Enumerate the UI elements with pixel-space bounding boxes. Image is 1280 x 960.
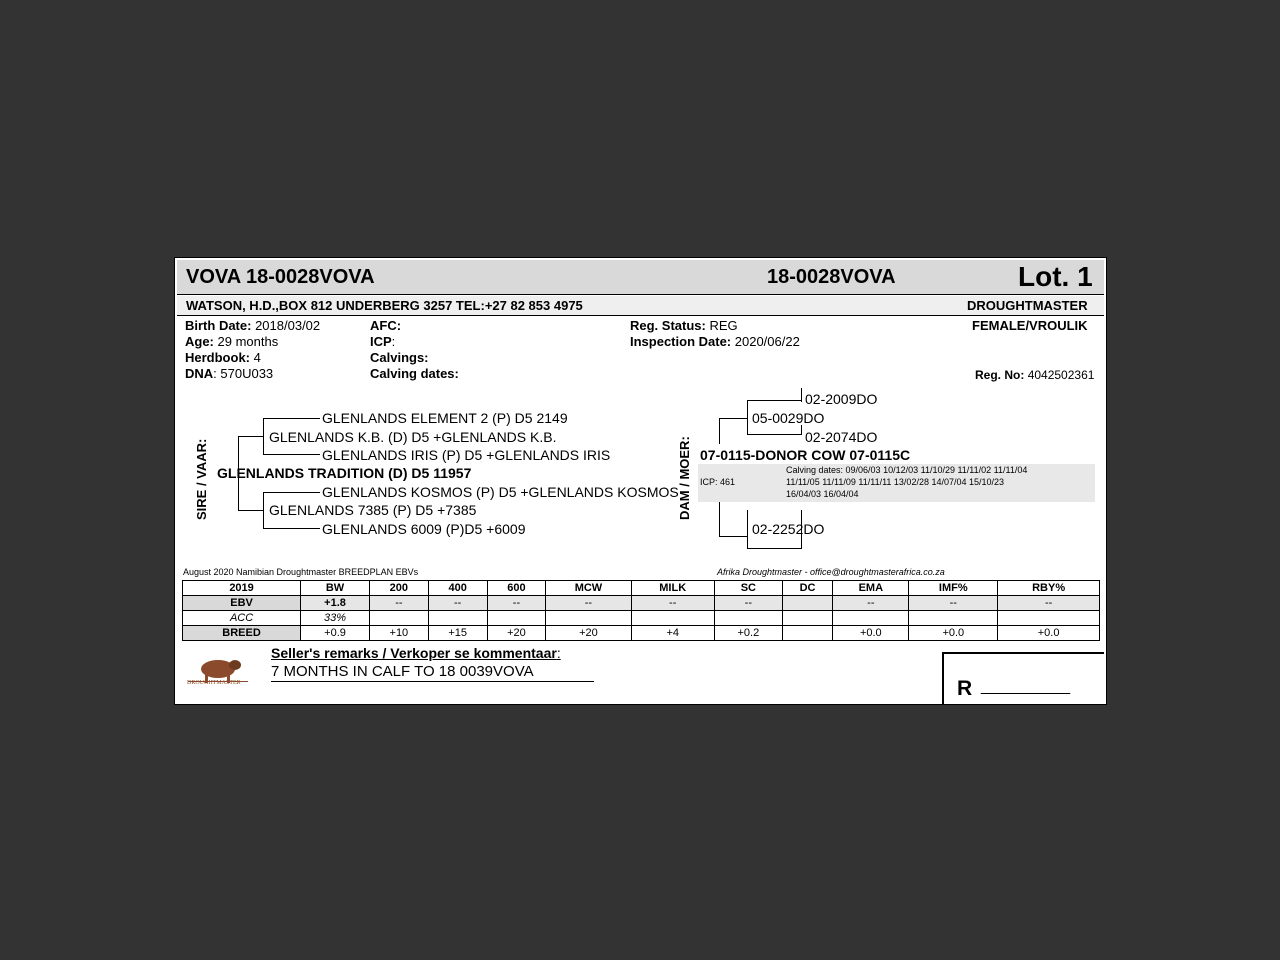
dam-bracket-top	[747, 400, 802, 401]
logo-text: DROUGHTMASTER	[187, 680, 241, 686]
ebv-row-label: EBV	[183, 596, 301, 611]
afc-label: AFC:	[370, 318, 402, 333]
ebv-cell: +1.8	[301, 596, 370, 611]
sex-label: FEMALE/VROULIK	[972, 318, 1088, 333]
sire-bracket-top-vertical	[263, 418, 264, 454]
price-blank[interactable]: __________	[981, 678, 1070, 695]
sire-connector-top	[238, 436, 263, 437]
sire-side-label: SIRE / VAAR:	[194, 438, 209, 520]
age-label: Age:	[185, 334, 214, 349]
dam-sire: 05-0029DO	[752, 410, 825, 426]
sire-name: GLENLANDS TRADITION (D) D5 11957	[217, 465, 472, 481]
ebv-cell: --	[369, 596, 428, 611]
ebv-cell: --	[428, 596, 487, 611]
ebv-cell: --	[714, 596, 782, 611]
ebv-header-cell: 200	[369, 581, 428, 596]
ebv-header-cell: IMF%	[909, 581, 998, 596]
remarks-text: 7 MONTHS IN CALF TO 18 0039VOVA	[271, 663, 534, 680]
ebv-table	[182, 580, 1100, 641]
breed-row	[183, 626, 1100, 641]
card-header	[177, 260, 1104, 295]
ebv-header-cell: 2019	[183, 581, 301, 596]
breed-cell	[782, 626, 832, 641]
dna-label: DNA	[185, 366, 214, 381]
breed-name: DROUGHTMASTER	[967, 298, 1088, 313]
dam-calving-box	[698, 464, 1095, 502]
breed-cell: +15	[428, 626, 487, 641]
reg-status-row	[630, 318, 738, 333]
birth-date-value: 2018/03/02	[255, 318, 321, 333]
ebv-header-cell: 400	[428, 581, 487, 596]
breed-cell: +20	[546, 626, 631, 641]
dam-dam-vertical	[747, 510, 748, 548]
ebv-header-cell: EMA	[833, 581, 909, 596]
ebv-header-cell: BW	[301, 581, 370, 596]
ebv-cell: --	[909, 596, 998, 611]
ebv-header-cell: DC	[782, 581, 832, 596]
icp-row	[370, 334, 395, 349]
sire-bracket-bottom-vertical	[263, 492, 264, 528]
reg-no-label: Reg. No:	[975, 368, 1025, 382]
ebv-caption: August 2020 Namibian Droughtmaster BREEDPLAN EBVs	[183, 567, 419, 577]
dna-value: : 570U033	[213, 366, 274, 381]
acc-cell: 33%	[301, 611, 370, 626]
reg-status-value: REG	[709, 318, 738, 333]
dam-calving-dates-1: Calving dates: 09/06/03 10/12/03 11/10/29 11/11/02 11/11/04	[786, 465, 1028, 475]
dam-connector-top	[719, 418, 747, 419]
ebv-cell	[782, 596, 832, 611]
sire-sire-sire: GLENLANDS ELEMENT 2 (P) D5 2149	[322, 410, 568, 426]
acc-row	[183, 611, 1100, 626]
ebv-header-cell: MILK	[631, 581, 714, 596]
acc-cell	[833, 611, 909, 626]
animal-name: VOVA 18-0028VOVA	[186, 266, 375, 288]
ebv-contact: Afrika Droughtmaster - office@droughtmasterafrica.co.za	[717, 567, 945, 577]
sire-bracket-top-bottom	[263, 454, 320, 455]
dam-bracket-vertical	[747, 400, 748, 434]
sire-dam-dam: GLENLANDS 6009 (P)D5 +6009	[322, 521, 526, 537]
herdbook-label: Herdbook:	[185, 350, 250, 365]
breed-cell: +0.0	[998, 626, 1100, 641]
reg-no-value: 4042502361	[1027, 368, 1095, 382]
icp-label: ICP	[370, 334, 392, 349]
remarks-heading: Seller's remarks / Verkoper se kommentaar	[271, 645, 557, 661]
dam-name: 07-0115-DONOR COW 07-0115C	[700, 447, 911, 463]
breed-cell: +4	[631, 626, 714, 641]
sire-connector-bottom	[238, 510, 263, 511]
acc-row-label: ACC	[183, 611, 301, 626]
age-row	[185, 334, 278, 349]
lot-card	[174, 257, 1107, 705]
droughtmaster-logo	[185, 656, 251, 690]
sire-dam: GLENLANDS 7385 (P) D5 +7385	[269, 502, 477, 518]
ebv-header-row	[183, 581, 1100, 596]
dam-sire-dam: 02-2074DO	[805, 429, 878, 445]
ebv-cell: --	[487, 596, 546, 611]
price-box[interactable]	[942, 652, 1104, 704]
remarks-heading-row	[271, 645, 561, 661]
icp-colon: :	[391, 334, 396, 349]
inspection-row	[630, 334, 800, 349]
ebv-cell: --	[998, 596, 1100, 611]
dam-sire-sire: 02-2009DO	[805, 391, 878, 407]
ebv-cell: --	[631, 596, 714, 611]
breed-cell: +0.2	[714, 626, 782, 641]
breeder-info: WATSON, H.D.,BOX 812 UNDERBERG 3257 TEL:+27 82 853 4975	[186, 298, 583, 313]
ebv-header-cell: MCW	[546, 581, 631, 596]
dam-main-vertical-top	[719, 418, 720, 444]
dam-bracket-bottom-tick	[801, 425, 802, 435]
ebv-header-cell: 600	[487, 581, 546, 596]
acc-cell	[782, 611, 832, 626]
inspection-label: Inspection Date:	[630, 334, 732, 349]
dna-row	[185, 366, 273, 381]
birth-date-label: Birth Date:	[185, 318, 252, 333]
herdbook-value: 4	[253, 350, 261, 365]
remarks-colon: :	[556, 645, 561, 661]
ebv-header-cell: RBY%	[998, 581, 1100, 596]
acc-cell	[428, 611, 487, 626]
sire-bracket-bottom-top	[263, 492, 320, 493]
calving-dates-label: Calving dates:	[370, 366, 459, 381]
dam-bracket-top-tick	[801, 388, 802, 402]
birth-date-row	[185, 318, 320, 333]
animal-id: 18-0028VOVA	[767, 266, 896, 288]
sire-bracket-top	[263, 418, 320, 419]
card-subheader	[177, 296, 1104, 316]
age-value: 29 months	[217, 334, 279, 349]
acc-cell	[909, 611, 998, 626]
acc-cell	[998, 611, 1100, 626]
breed-cell: +20	[487, 626, 546, 641]
herdbook-row	[185, 350, 261, 365]
acc-cell	[546, 611, 631, 626]
ebv-header-cell: SC	[714, 581, 782, 596]
dam-calving-dates-3: 16/04/03 16/04/04	[786, 489, 859, 499]
ebv-cell: --	[546, 596, 631, 611]
dam-bracket-bottom	[747, 434, 802, 435]
breed-row-label: BREED	[183, 626, 301, 641]
reg-status-label: Reg. Status:	[630, 318, 706, 333]
dam-dam-bottom	[747, 548, 802, 549]
breed-cell: +0.9	[301, 626, 370, 641]
reg-no-row	[975, 368, 1094, 382]
lot-number: Lot. 1	[1018, 261, 1093, 292]
dam-connector-bottom	[719, 536, 747, 537]
breed-cell: +0.0	[909, 626, 998, 641]
remarks-underline	[271, 681, 594, 682]
sire-bracket-bottom-bottom	[263, 528, 320, 529]
dam-side-label: DAM / MOER:	[677, 436, 692, 520]
acc-cell	[487, 611, 546, 626]
dam-calving-dates-2: 11/11/05 11/11/09 11/11/11 13/02/28 14/07/04 15/10/23	[786, 477, 1005, 487]
sire-dam-sire: GLENLANDS KOSMOS (P) D5 +GLENLANDS KOSMOS	[322, 484, 679, 500]
inspection-date-value: 2020/06/22	[734, 334, 800, 349]
breed-cell: +0.0	[833, 626, 909, 641]
ebv-row	[183, 596, 1100, 611]
dam-icp: ICP: 461	[700, 477, 736, 487]
acc-cell	[714, 611, 782, 626]
dam-main-vertical-bottom	[719, 502, 720, 536]
ebv-cell: --	[833, 596, 909, 611]
price-currency: R	[957, 677, 973, 700]
sire-sire: GLENLANDS K.B. (D) D5 +GLENLANDS K.B.	[269, 429, 557, 445]
dam-dam: 02-2252DO	[752, 521, 825, 537]
sire-sire-dam: GLENLANDS IRIS (P) D5 +GLENLANDS IRIS	[322, 447, 611, 463]
breed-cell: +10	[369, 626, 428, 641]
acc-cell	[369, 611, 428, 626]
acc-cell	[631, 611, 714, 626]
calvings-label: Calvings:	[370, 350, 429, 365]
